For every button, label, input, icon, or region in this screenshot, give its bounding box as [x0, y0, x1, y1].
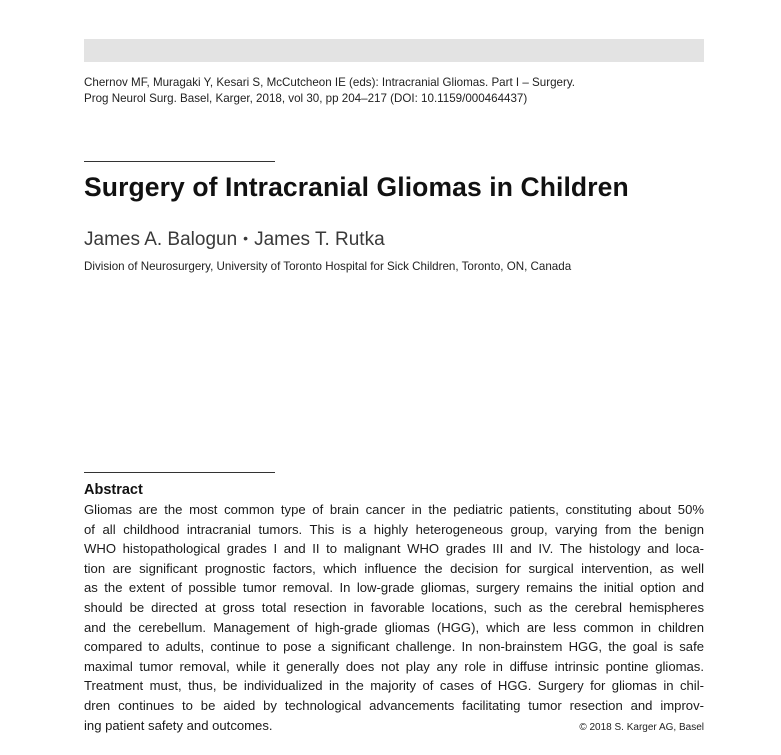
title-divider	[84, 161, 275, 162]
abstract-line: WHO histopathological grades I and II to malignant WHO grades III and IV. The histology and loca-	[84, 541, 704, 557]
abstract-line: should be directed at gross total resection in favorable locations, such as the cerebral hemispheres	[84, 600, 704, 616]
header-band	[84, 39, 704, 62]
abstract-heading: Abstract	[84, 482, 143, 498]
abstract-line: of all childhood intracranial tumors. This is a highly heterogeneous group, varying from the benign	[84, 521, 704, 537]
copyright-notice: © 2018 S. Karger AG, Basel	[579, 722, 704, 733]
paper-title: Surgery of Intracranial Gliomas in Children	[84, 172, 629, 202]
abstract-divider	[84, 472, 275, 473]
abstract-line: as the extent of possible tumor removal. In low-grade gliomas, surgery remains the initial option and	[84, 580, 704, 596]
abstract-line: maximal tumor removal, while it generally does not play any role in diffuse intrinsic pontine gliomas.	[84, 658, 704, 674]
abstract-line: ing patient safety and outcomes.	[84, 717, 273, 733]
affiliation: Division of Neurosurgery, University of Toronto Hospital for Sick Children, Toronto, ON, Canada	[84, 260, 572, 273]
abstract-line: Gliomas are the most common type of brain cancer in the pediatric patients, constituting about 50%	[84, 502, 704, 517]
abstract-line: Treatment must, thus, be individualized in the majority of cases of HGG. Surgery for gliomas in chil-	[84, 678, 704, 694]
abstract-line: compared to adults, continue to pose a significant challenge. In non-brainstem HGG, the goal is safe	[84, 639, 704, 655]
citation-line-1: Chernov MF, Muragaki Y, Kesari S, McCutcheon IE (eds): Intracranial Gliomas. Part I – Surgery.	[84, 76, 575, 89]
abstract-line: tion are significant prognostic factors, which influence the decision for surgical intervention, as well	[84, 560, 704, 576]
abstract-line: dren continues to be aided by technological advancements facilitating tumor resection and improv-	[84, 698, 704, 714]
citation-line-2: Prog Neurol Surg. Basel, Karger, 2018, vol 30, pp 204–217 (DOI: 10.1159/000464437)	[84, 92, 528, 105]
abstract-line: and the cerebellum. Management of high-grade gliomas (HGG), which are less common in children	[84, 619, 704, 635]
abstract-body	[84, 500, 704, 735]
author-separator: •	[243, 230, 249, 246]
author-name: James T. Rutka	[254, 229, 385, 250]
citation	[84, 75, 724, 107]
author-list	[84, 226, 385, 252]
author-name: James A. Balogun	[84, 229, 238, 250]
